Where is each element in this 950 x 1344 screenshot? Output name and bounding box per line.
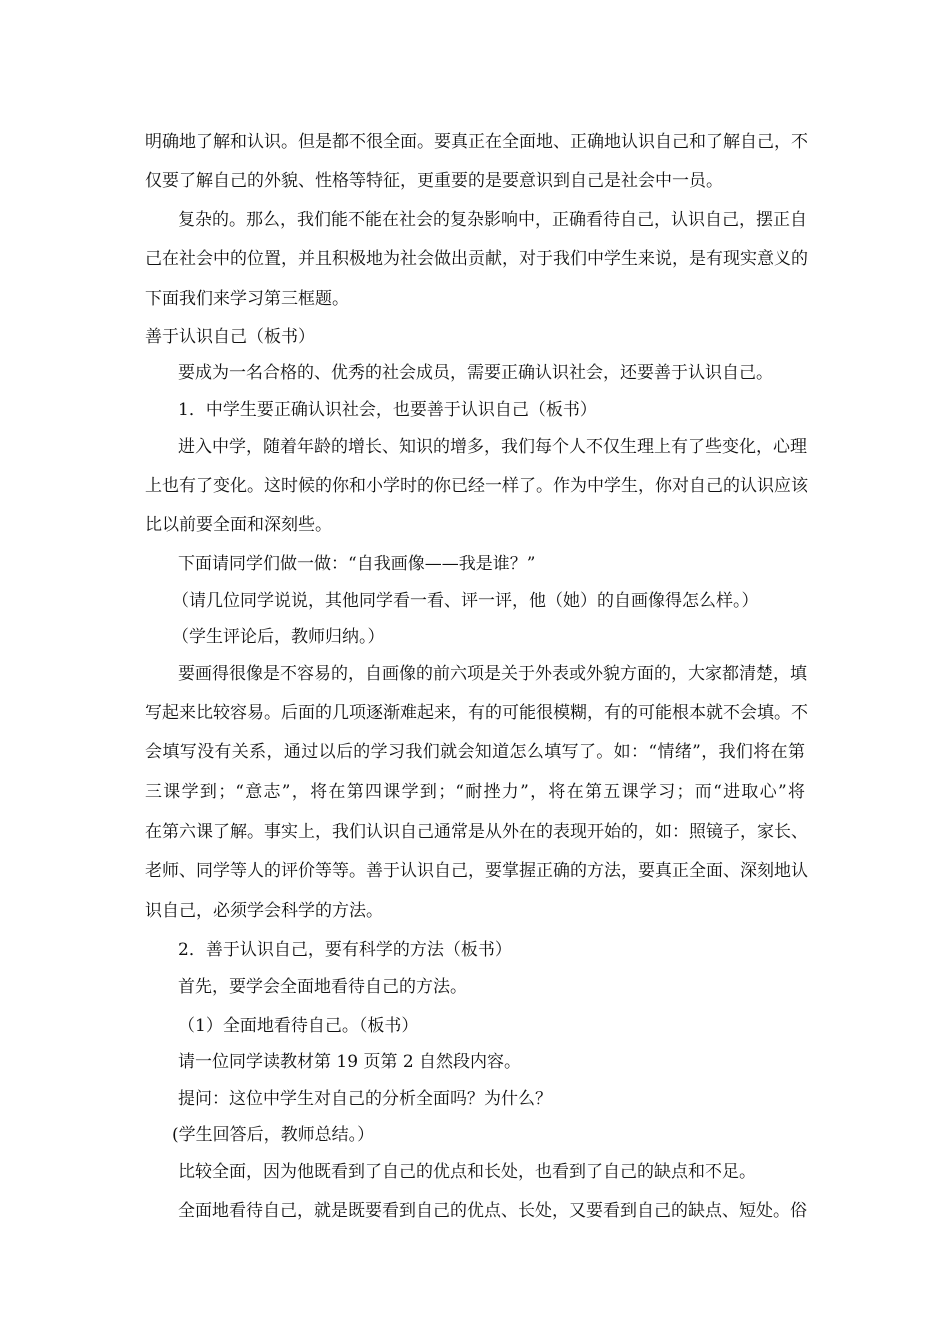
subheading: （1）全面地看待自己。（板书） [178, 1016, 419, 1036]
text-line: 复杂的。那么，我们能不能在社会的复杂影响中，正确看待自己，认识自己，摆正自 [178, 210, 807, 230]
text-line: 写起来比较容易。后面的几项逐渐难起来，有的可能很模糊，有的可能根本就不会填。不 [145, 703, 808, 723]
text-line: 请一位同学读教材第 19 页第 2 自然段内容。 [178, 1052, 522, 1072]
text-line: 会填写没有关系，通过以后的学习我们就会知道怎么填写了。如：“情绪”，我们将在第 [145, 742, 805, 762]
text-line: 全面地看待自己，就是既要看到自己的优点、长处，又要看到自己的缺点、短处。俗 [178, 1201, 807, 1221]
text-line: 己在社会中的位置，并且积极地为社会做出贡献，对于我们中学生来说，是有现实意义的 [145, 249, 808, 269]
text-line: 在第六课了解。事实上，我们认识自己通常是从外在的表现开始的，如：照镜子，家长、 [145, 822, 808, 842]
text-line: （学生评论后，教师归纳。） [172, 627, 385, 647]
text-line: （请几位同学说说，其他同学看一看、评一评，他（她）的自画像得怎么样。） [172, 591, 759, 611]
text-line: 比以前要全面和深刻些。 [145, 515, 332, 535]
text-line: 识自己，必须学会科学的方法。 [145, 901, 383, 921]
text-line: 仅要了解自己的外貌、性格等特征，更重要的是要意识到自己是社会中一员。 [145, 171, 723, 191]
text-line: 要成为一名合格的、优秀的社会成员，需要正确认识社会，还要善于认识自己。 [178, 363, 773, 383]
subheading: 1．中学生要正确认识社会，也要善于认识自己（板书） [178, 400, 597, 420]
text-line: 比较全面，因为他既看到了自己的优点和长处，也看到了自己的缺点和不足。 [178, 1162, 756, 1182]
text-line: 明确地了解和认识。但是都不很全面。要真正在全面地、正确地认识自己和了解自己，不 [145, 132, 808, 152]
section-heading: 善于认识自己（板书） [145, 327, 315, 347]
text-line: 下面请同学们做一做：“自我画像——我是谁？” [178, 554, 536, 574]
text-line: 首先，要学会全面地看待自己的方法。 [178, 977, 467, 997]
text-line: 上也有了变化。这时候的你和小学时的你已经一样了。作为中学生，你对自己的认识应该 [145, 476, 808, 496]
text-line: 三课学到；“意志”，将在第四课学到；“耐挫力”，将在第五课学习；而“进取心”将 [145, 782, 805, 802]
text-line: (学生回答后，教师总结。） [172, 1125, 375, 1145]
text-line: 老师、同学等人的评价等等。善于认识自己，要掌握正确的方法，要真正全面、深刻地认 [145, 861, 808, 881]
text-line: 要画得很像是不容易的，自画像的前六项是关于外表或外貌方面的，大家都清楚，填 [178, 664, 807, 684]
text-line: 进入中学，随着年龄的增长、知识的增多，我们每个人不仅生理上有了些变化，心理 [178, 437, 807, 457]
text-line: 下面我们来学习第三框题。 [145, 289, 349, 309]
subheading: 2．善于认识自己，要有科学的方法（板书） [178, 940, 512, 960]
text-line: 提问：这位中学生对自己的分析全面吗？为什么？ [178, 1089, 552, 1109]
